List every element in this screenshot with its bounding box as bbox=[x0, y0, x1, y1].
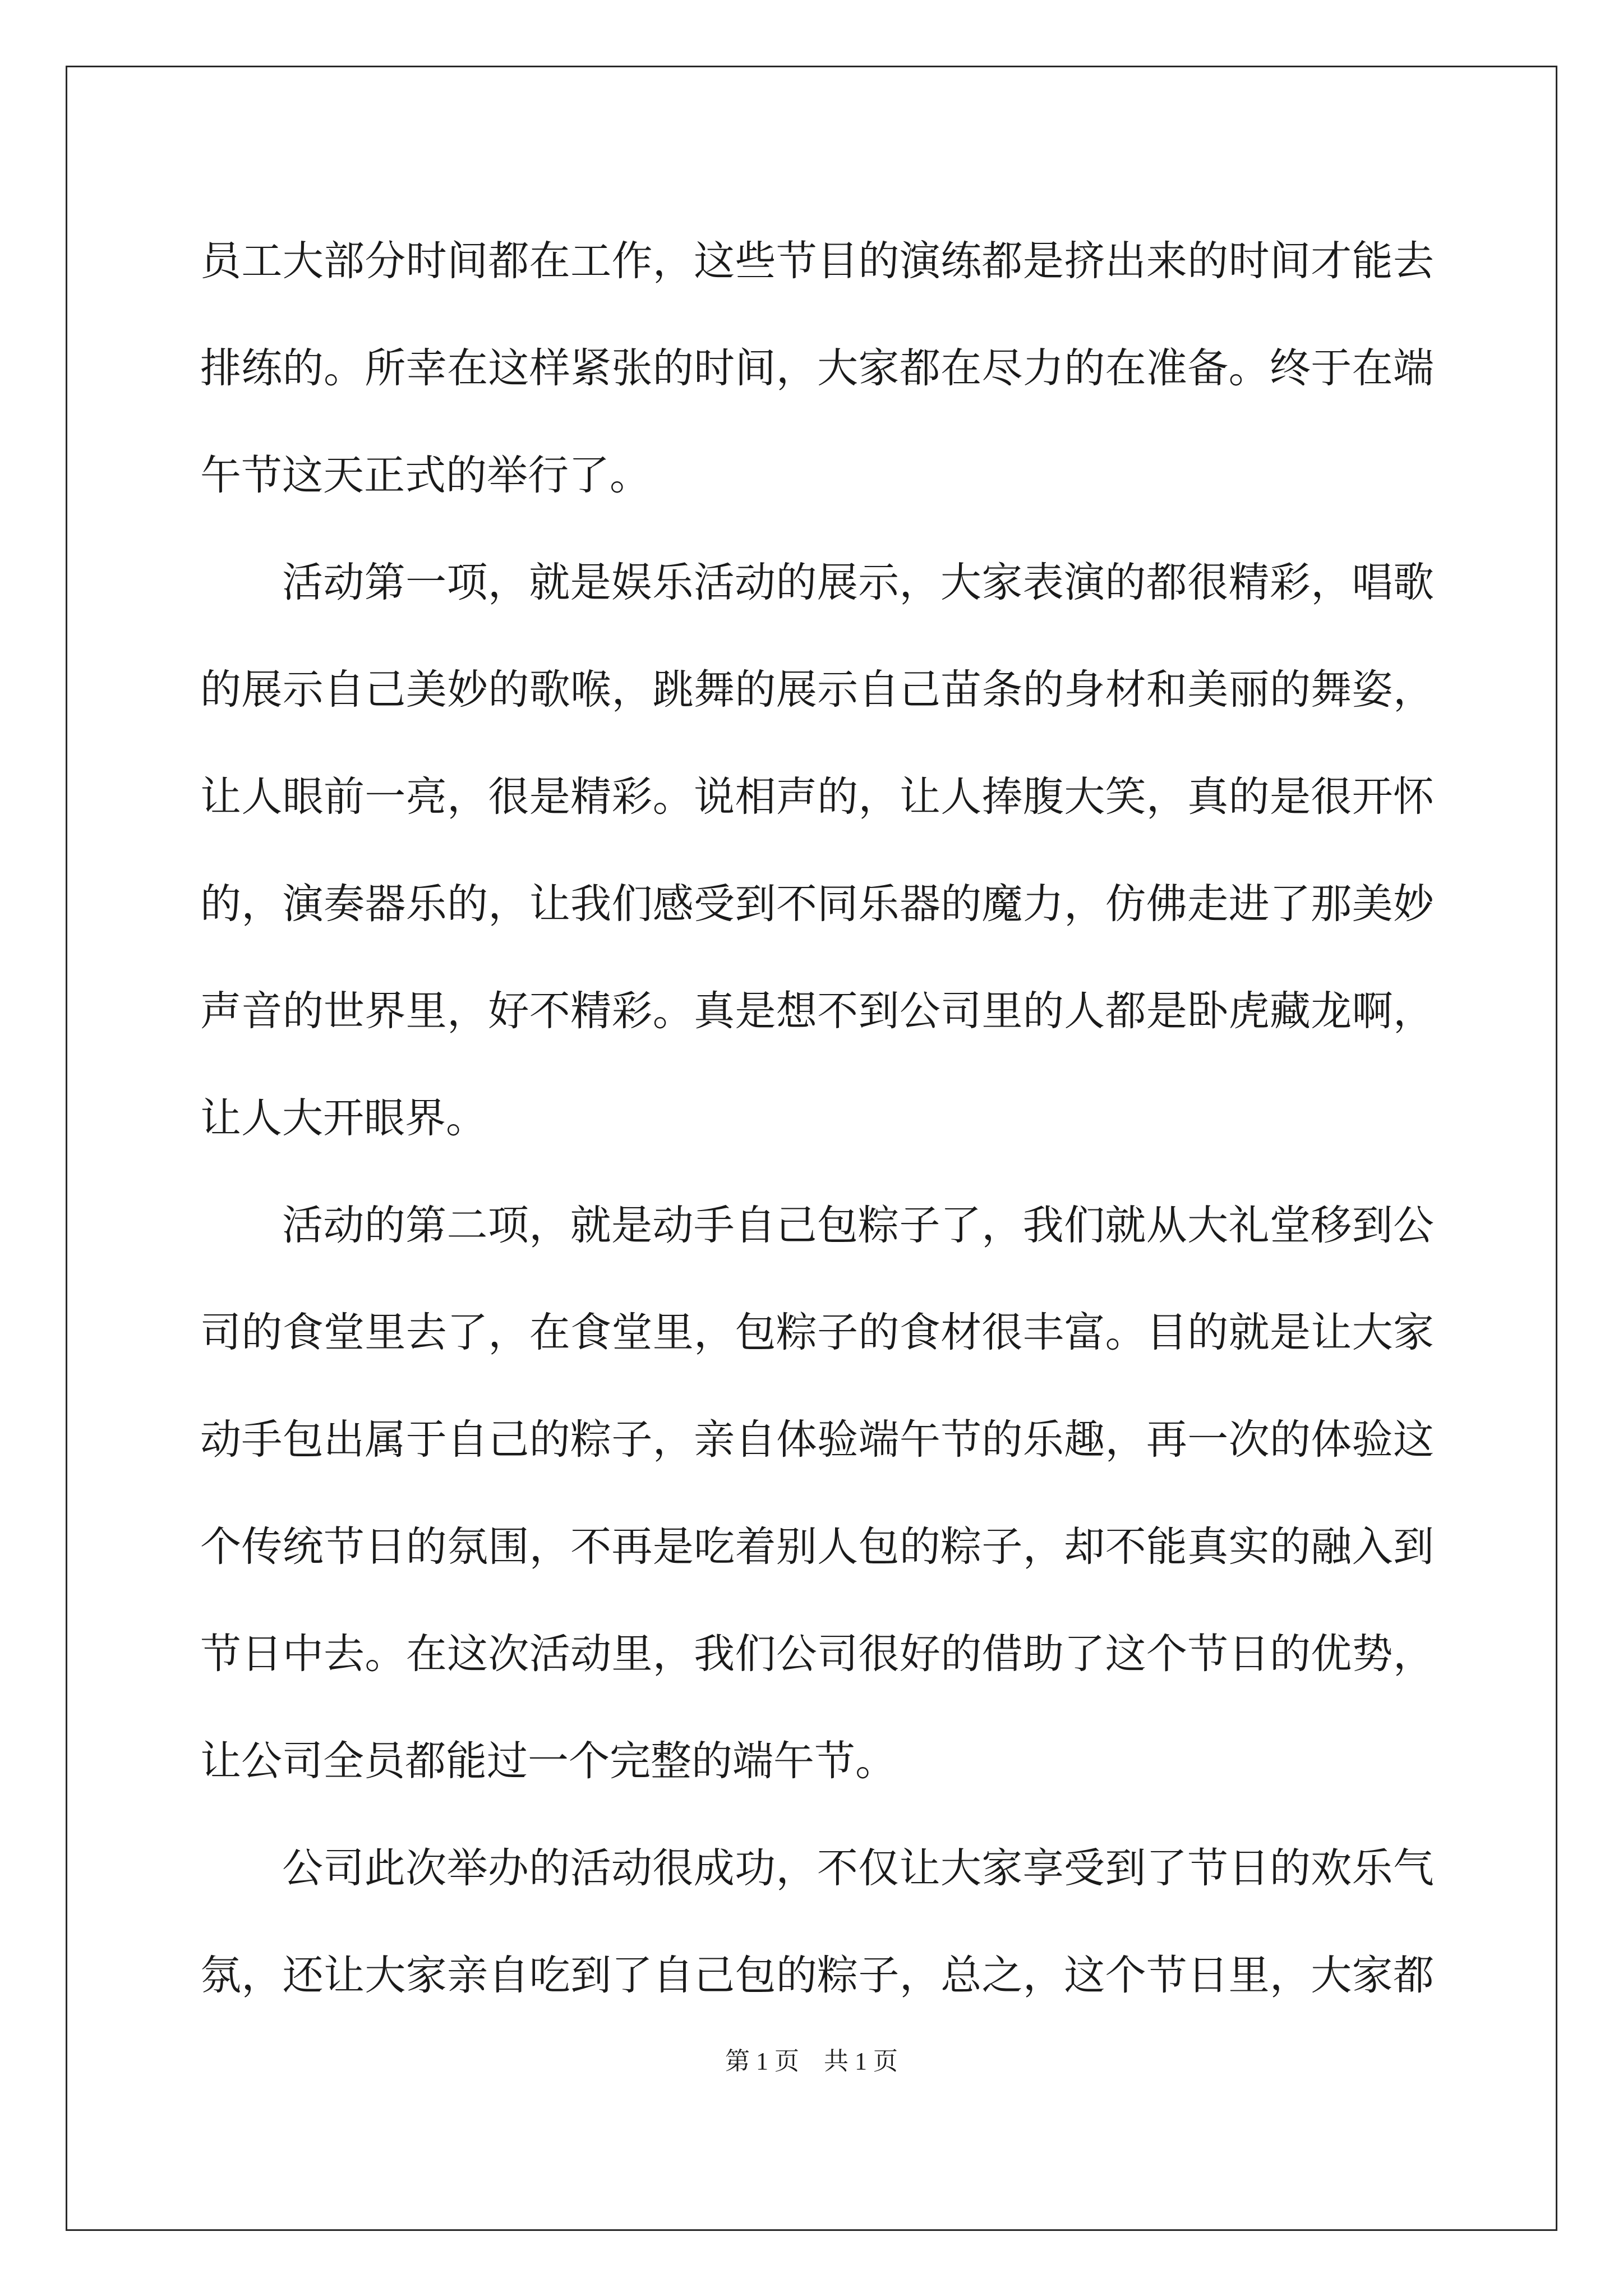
text-line: 午节这天正式的举行了。 bbox=[200, 452, 651, 499]
text-line: 让人眼前一亮，很是精彩。说相声的，让人捧腹大笑，真的是很开怀 bbox=[200, 773, 1434, 821]
paragraph-first-line: 活动第一项，就是娱乐活动的展示，大家表演的都很精彩，唱歌 bbox=[282, 559, 1434, 606]
text-line: 的展示自己美妙的歌喉，跳舞的展示自己苗条的身材和美丽的舞姿， bbox=[200, 666, 1434, 714]
page-footer: 第 1 页 共 1 页 bbox=[725, 2047, 898, 2075]
text-line: 声音的世界里，好不精彩。真是想不到公司里的人都是卧虎藏龙啊， bbox=[200, 987, 1434, 1035]
text-line: 氛，还让大家亲自吃到了自己包的粽子，总之，这个节日里，大家都 bbox=[200, 1952, 1434, 1999]
text-line: 动手包出属于自己的粽子，亲自体验端午节的乐趣，再一次的体验这 bbox=[200, 1416, 1434, 1464]
text-line: 排练的。所幸在这样紧张的时间，大家都在尽力的在准备。终于在端 bbox=[200, 344, 1434, 392]
text-line: 的，演奏器乐的，让我们感受到不同乐器的魔力，仿佛走进了那美妙 bbox=[200, 880, 1434, 928]
document-body bbox=[200, 208, 1434, 2029]
text-line: 员工大部分时间都在工作，这些节目的演练都是挤出来的时间才能去 bbox=[200, 237, 1434, 285]
paragraph-first-line: 活动的第二项，就是动手自己包粽子了，我们就从大礼堂移到公 bbox=[282, 1202, 1434, 1249]
text-line: 节日中去。在这次活动里，我们公司很好的借助了这个节日的优势， bbox=[200, 1630, 1434, 1678]
text-line: 个传统节日的氛围，不再是吃着别人包的粽子，却不能真实的融入到 bbox=[200, 1523, 1434, 1571]
text-line: 让公司全员都能过一个完整的端午节。 bbox=[200, 1737, 896, 1785]
paragraph-first-line: 公司此次举办的活动很成功，不仅让大家享受到了节日的欢乐气 bbox=[282, 1844, 1434, 1892]
text-line: 司的食堂里去了，在食堂里，包粽子的食材很丰富。目的就是让大家 bbox=[200, 1309, 1434, 1356]
text-line: 让人大开眼界。 bbox=[200, 1094, 487, 1142]
